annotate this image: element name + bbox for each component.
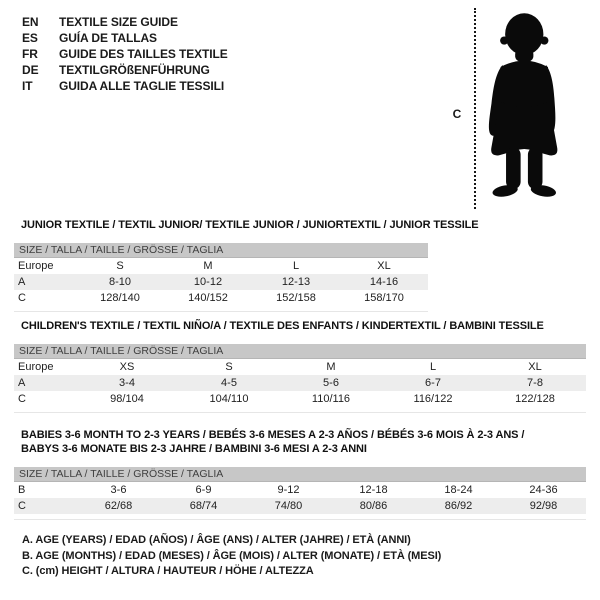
size-table (14, 344, 586, 413)
language-title: TEXTILE SIZE GUIDE (59, 15, 178, 29)
size-table-section (14, 218, 586, 312)
table-row (14, 359, 586, 375)
size-table (14, 467, 586, 520)
table-cell: 6-9 (195, 484, 212, 496)
row-label: B (18, 484, 26, 496)
height-measure-dotted-line (474, 8, 476, 209)
size-table-section (14, 428, 586, 520)
table-cell: 4-5 (221, 377, 237, 389)
table-title-line: CHILDREN'S TEXTILE / TEXTIL NIÑO/A / TEXTILE DES ENFANTS / KINDERTEXTIL / BAMBINI TESSILE (21, 320, 544, 332)
language-title: GUIDE DES TAILLES TEXTILE (59, 47, 228, 61)
table-rows (14, 359, 586, 407)
row-label: A (18, 377, 26, 389)
table-title-line: BABIES 3-6 MONTH TO 2-3 YEARS / BEBÉS 3-6 MESES A 2-3 AÑOS / BÉBÉS 3-6 MOIS À 2-3 ANS / (21, 429, 525, 441)
table-cell: 6-7 (425, 377, 441, 389)
language-list (22, 14, 228, 94)
row-cells (76, 393, 586, 405)
table-cell: 12-13 (281, 276, 311, 288)
table-cell: XS (119, 361, 135, 373)
table-row (14, 482, 586, 498)
language-title: GUÍA DE TALLAS (59, 31, 157, 45)
table-cell: 74/80 (274, 500, 303, 512)
table-cell: 3-4 (119, 377, 135, 389)
table-cell: 98/104 (110, 393, 144, 405)
size-table (14, 243, 428, 312)
table-title (21, 428, 586, 456)
language-title: GUIDA ALLE TAGLIE TESSILI (59, 79, 225, 93)
language-code: ES (22, 31, 38, 45)
table-title-line: JUNIOR TEXTILE / TEXTIL JUNIOR/ TEXTILE JUNIOR / JUNIORTEXTIL / JUNIOR TESSILE (21, 219, 479, 231)
table-cell: 68/74 (189, 500, 218, 512)
table-header-bar: SIZE / TALLA / TAILLE / GRÖSSE / TAGLIA (14, 467, 586, 482)
table-row (14, 498, 586, 514)
language-row (22, 30, 228, 46)
table-cell: L (292, 260, 300, 272)
size-table-section (14, 319, 586, 413)
language-code: EN (22, 15, 39, 29)
table-cell: M (326, 361, 336, 373)
table-row (14, 290, 428, 306)
table-rows (14, 258, 428, 306)
table-cell: L (429, 361, 437, 373)
table-cell: 24-36 (529, 484, 558, 496)
language-row (22, 14, 228, 30)
legend-note: A. AGE (YEARS) / EDAD (AÑOS) / ÂGE (ANS) / ALTER (JAHRE) / ETÀ (ANNI) (22, 534, 411, 546)
row-label: A (18, 276, 26, 288)
row-cells (76, 500, 586, 512)
row-cells (76, 260, 428, 272)
table-cell: 5-6 (323, 377, 339, 389)
size-tables (14, 218, 586, 520)
table-cell: 116/122 (413, 393, 453, 405)
row-cells (76, 276, 428, 288)
language-title: TEXTILGRÖßENFÜHRUNG (59, 63, 210, 77)
row-label: Europe (18, 260, 54, 272)
table-cell: M (203, 260, 213, 272)
language-row (22, 78, 228, 94)
row-label: Europe (18, 361, 54, 373)
language-code: IT (22, 79, 33, 93)
language-code: FR (22, 47, 38, 61)
table-title-line: BABYS 3-6 MONATE BIS 2-3 JAHRE / BAMBINI 3-6 MESI A 2-3 ANNI (21, 443, 367, 455)
table-row (14, 391, 586, 407)
legend-note: B. AGE (MONTHS) / EDAD (MESES) / ÂGE (MOIS) / ALTER (MONATE) / ETÀ (MESI) (22, 549, 442, 562)
language-row (22, 62, 228, 78)
table-cell: 62/68 (104, 500, 133, 512)
row-label: C (18, 393, 26, 405)
table-cell: 122/128 (515, 393, 555, 405)
table-cell: XL (377, 260, 391, 272)
table-header-bar: SIZE / TALLA / TAILLE / GRÖSSE / TAGLIA (14, 344, 586, 359)
table-cell: 9-12 (277, 484, 300, 496)
table-cell: 128/140 (100, 292, 140, 304)
table-cell: 14-16 (369, 276, 399, 288)
row-cells (76, 377, 586, 389)
table-cell: 18-24 (444, 484, 473, 496)
table-cell: XL (528, 361, 542, 373)
legend-note: C. (cm) HEIGHT / ALTURA / HAUTEUR / HÖHE / ALTEZZA (22, 565, 314, 577)
table-header-bar: SIZE / TALLA / TAILLE / GRÖSSE / TAGLIA (14, 243, 428, 258)
table-cell: 8-10 (108, 276, 132, 288)
baby-silhouette-icon (486, 8, 568, 208)
height-label-c: C (452, 107, 462, 121)
table-cell: 80/86 (359, 500, 388, 512)
table-cell: 110/116 (311, 393, 351, 405)
language-row (22, 46, 228, 62)
legend-notes (22, 533, 441, 580)
table-row (14, 375, 586, 391)
table-rows (14, 482, 586, 514)
table-cell: 10-12 (193, 276, 223, 288)
row-cells (76, 361, 586, 373)
table-row (14, 274, 428, 290)
language-code: DE (22, 63, 39, 77)
table-title (21, 319, 586, 333)
table-cell: 140/152 (188, 292, 228, 304)
table-cell: 86/92 (444, 500, 473, 512)
table-cell: 152/158 (276, 292, 316, 304)
table-cell: 12-18 (359, 484, 388, 496)
table-cell: S (116, 260, 124, 272)
row-label: C (18, 292, 26, 304)
table-cell: 7-8 (527, 377, 543, 389)
row-cells (76, 484, 586, 496)
row-label: C (18, 500, 26, 512)
table-title (21, 218, 586, 232)
table-row (14, 258, 428, 274)
table-cell: 92/98 (529, 500, 558, 512)
table-cell: S (225, 361, 233, 373)
row-cells (76, 292, 428, 304)
table-cell: 158/170 (364, 292, 404, 304)
table-cell: 104/110 (209, 393, 249, 405)
table-cell: 3-6 (110, 484, 127, 496)
